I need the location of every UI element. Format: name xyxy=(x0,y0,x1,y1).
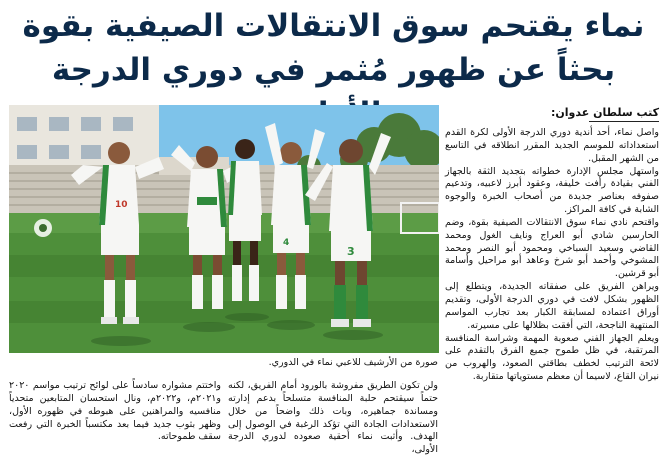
paragraph: واختتم مشواره سادساً على لوائح ترتيب مواسم ٢٠٢٠ و٢٠٢١م، و٢٠٢٢م، ونال استحسان المتابعين متحدياً منافسيه والمراهنين على هبوطه في ظهوره الأول، وظهر بثوب جديد فيما بعد مكتسباً الخبرة التي رفعت سقف طموحاته. xyxy=(9,380,221,443)
player-1-number: 10 xyxy=(115,200,128,210)
byline-underline xyxy=(589,121,659,122)
paragraph: ولن تكون الطريق مفروشة بالورود أمام الفريق، لكنه حتماً سيقتحم حلبة المنافسة متسلحاً بدعم إدارته ومساندة جماهيره، وبات ذلك واضحاً من خلال الاستعدادات الجادة التي تؤكد الرغبة في الوصول إلى الهدف. وأثبت نماء أحقية صعوده لدوري الدرجة الأولى، xyxy=(228,380,438,456)
player-4-number: 4 xyxy=(283,238,290,248)
player-5-number: 3 xyxy=(347,245,355,258)
article-column-right xyxy=(445,127,659,384)
headline-line-2: بحثاً عن ظهور مُثمر في دوري الدرجة xyxy=(51,52,616,88)
team-photo-illustration xyxy=(9,105,439,353)
paragraph: واقتحم نادي نماء سوق الانتقالات الصيفية بقوة، وضم الحارسين شادي أبو العراج ونايف الغول ومحمد القاضي وسعيد السباخي ومحمود أبو النصر ومحمد المشوخي وأحمد أبو شرخ وعاهد أبو مراحيل وأسامة أبو قرشين. xyxy=(445,216,659,280)
byline: كتب سلطان عدوان: xyxy=(551,106,659,119)
paragraph: ويعلم الجهاز الفني صعوبة المهمة وشراسة المنافسة المرتقبة، في ظل طموح جميع الفرق بالتقدم على لائحة الترتيب لخطف بطاقتي الصعود، والهروب من نيران القاع، لاسيما أن معظم مستوياتها متقاربة. xyxy=(445,332,659,383)
paragraph: واصل نماء، أحد أندية دوري الدرجة الأولى لكرة القدم استعداداته للموسم الجديد المقرر انطلاقه في التاسع من الشهر المقبل. xyxy=(445,127,659,164)
photo-caption: صورة من الأرشيف للاعبي نماء في الدوري. xyxy=(268,357,438,368)
headline-line-1: نماء يقتحم سوق الانتقالات الصيفية بقوة xyxy=(22,8,645,44)
team-photo xyxy=(9,105,439,353)
article-column-left xyxy=(9,380,221,444)
paragraph: واستهل مجلس الإدارة خطواته بتجديد الثقة بالجهاز الفني بقيادة رأفت خليفة، وعقود أبرز لاعبيه، وتدعيم صفوفه بعناصر جديدة من أصحاب الخبرة والوجوه الشابة في كافة المراكز. xyxy=(445,165,659,216)
paragraph: ويراهن الفريق على صفقاته الجديدة، ويتطلع إلى الظهور بشكل لافت في دوري الدرجة الأولى، وتقديم أوراق اعتماده لمسابقة الكبار بعد تجارب المواسم المنتهية الناجحة، التي أفقت بظلالها على مسيرته. xyxy=(445,281,659,331)
article-column-middle xyxy=(228,380,438,457)
